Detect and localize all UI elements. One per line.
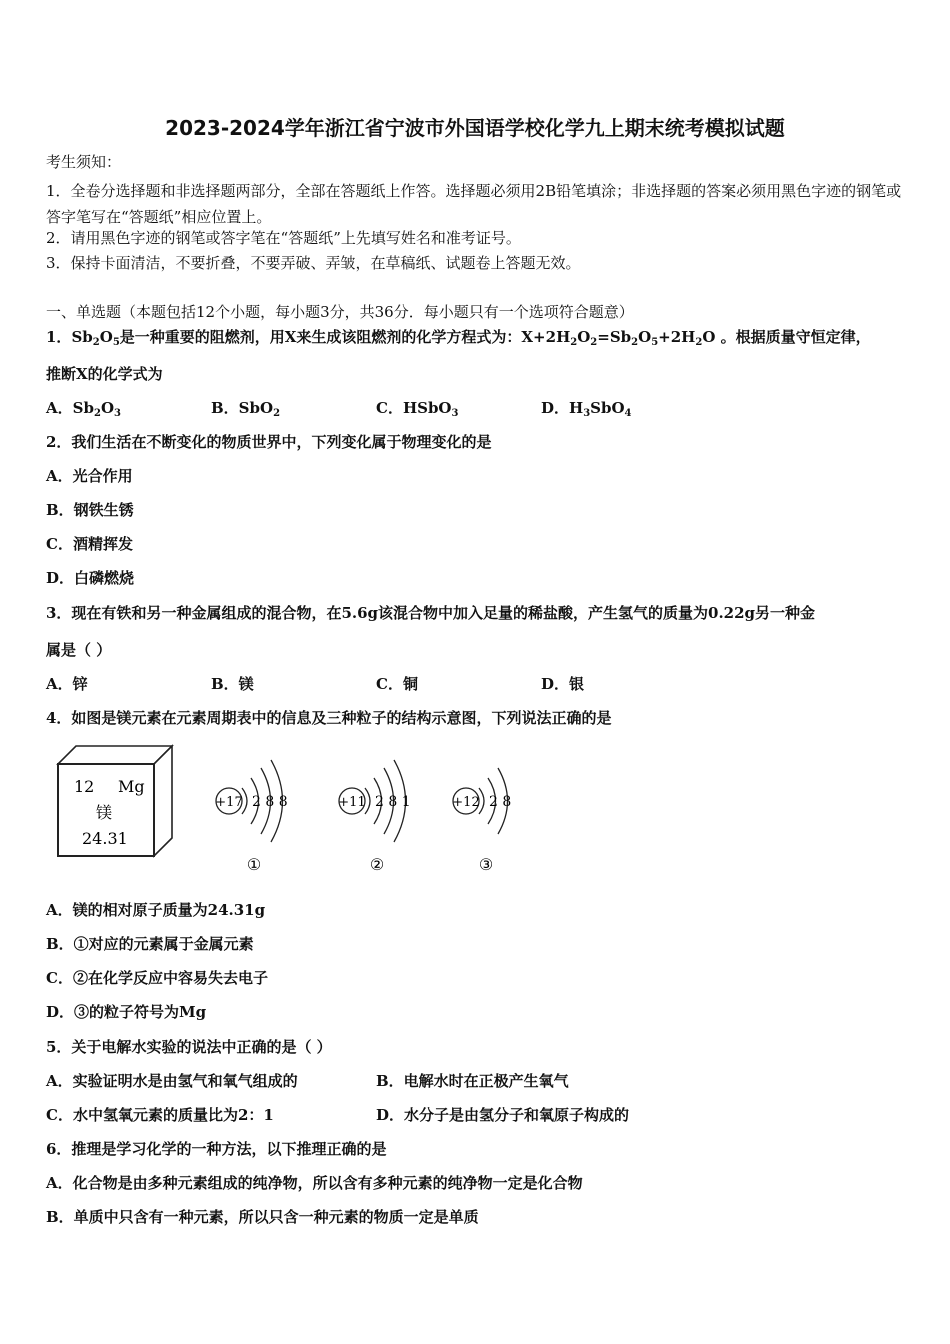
q4-stem: 4．如图是镁元素在元素周期表中的信息及三种粒子的结构示意图，下列说法正确的是 xyxy=(46,709,612,727)
q3-option-a: A．锌 xyxy=(46,675,88,693)
q6-option-a: A．化合物是由多种元素组成的纯净物，所以含有多种元素的纯净物一定是化合物 xyxy=(46,1174,583,1192)
q4-option-a: A．镁的相对原子质量为24.31g xyxy=(46,901,266,919)
particle-1-shells: 2 8 8 xyxy=(252,794,288,810)
q4-option-c: C．②在化学反应中容易失去电子 xyxy=(46,969,268,987)
q5-option-b: B．电解水时在正极产生氧气 xyxy=(376,1072,569,1090)
q1-option-a: A．$Sb_2O_3$ xyxy=(46,399,121,419)
q2-option-d: D．白磷燃烧 xyxy=(46,569,135,587)
q5-option-a: A．实验证明水是由氢气和氧气组成的 xyxy=(46,1072,298,1090)
q4-option-d: D．③的粒子符号为Mg xyxy=(46,1003,207,1021)
particle-3-shells: 2 8 xyxy=(489,794,512,810)
q1-option-d: D．$H_3SbO_4$ xyxy=(541,399,632,419)
q2-option-b: B．钢铁生锈 xyxy=(46,501,134,519)
q3-option-d: D．银 xyxy=(541,675,585,693)
particle-1-nucleus: +17 xyxy=(215,795,243,810)
q1-option-c: C．HSbO$_3$ xyxy=(376,399,459,419)
q2-option-a: A．光合作用 xyxy=(46,467,133,485)
q6-option-b: B．单质中只含有一种元素，所以只含一种元素的物质一定是单质 xyxy=(46,1208,479,1226)
q3-option-b: B．镁 xyxy=(211,675,254,693)
notice-item-1: 1．全卷分选择题和非选择题两部分，全部在答题纸上作答。选择题必须用2B铅笔填涂；非选择题的答案必须用黑色字迹的钢笔或答字笔写在“答题纸”相应位置上。 xyxy=(46,182,902,226)
q5-stem: 5．关于电解水实验的说法中正确的是（ ） xyxy=(46,1038,332,1056)
notice-item-2: 2．请用黑色字迹的钢笔或答字笔在“答题纸”上先填写姓名和准考证号。 xyxy=(46,229,521,247)
section-heading: 一、单选题（本题包括12个小题，每小题3分，共36分．每小题只有一个选项符合题意） xyxy=(46,303,634,321)
q4-figure xyxy=(46,738,566,878)
particle-1-diagram xyxy=(215,760,287,874)
atomic-number: 12 xyxy=(74,777,95,796)
particle-3-label: ③ xyxy=(478,855,494,874)
particle-2-diagram xyxy=(338,760,410,874)
element-card xyxy=(58,746,172,856)
q1-option-b: B．SbO$_2$ xyxy=(211,399,281,419)
page-title: 2023-2024学年浙江省宁波市外国语学校化学九上期末统考模拟试题 xyxy=(165,116,785,140)
q1-stem-line1: 1．$Sb_2O_5$是一种重要的阻燃剂，用X来生成该阻燃剂的化学方程式为：$X+2H_2O_2=Sb_2O_5+2H_2O$ 。根据质量守恒定律， xyxy=(46,328,871,348)
q3-stem-line2: 属是（ ） xyxy=(46,641,112,659)
q3-stem-line1: 3．现在有铁和另一种金属组成的混合物，在5.6g该混合物中加入足量的稀盐酸，产生氢气的质量为0.22g另一种金 xyxy=(46,604,816,622)
particle-2-shells: 2 8 1 xyxy=(375,794,411,810)
q3-option-c: C．铜 xyxy=(376,675,418,693)
atomic-mass: 24.31 xyxy=(82,829,128,848)
q2-stem: 2．我们生活在不断变化的物质世界中，下列变化属于物理变化的是 xyxy=(46,433,492,451)
element-symbol: Mg xyxy=(118,777,145,796)
q4-option-b: B．①对应的元素属于金属元素 xyxy=(46,935,254,953)
element-name: 镁 xyxy=(96,803,113,822)
q6-stem: 6．推理是学习化学的一种方法，以下推理正确的是 xyxy=(46,1140,387,1158)
particle-2-nucleus: +11 xyxy=(338,795,366,810)
notice-item-3: 3．保持卡面清洁，不要折叠，不要弄破、弄皱，在草稿纸、试题卷上答题无效。 xyxy=(46,254,581,272)
q1-stem-line2: 推断X的化学式为 xyxy=(46,365,163,383)
notice-heading: 考生须知： xyxy=(46,153,122,171)
q2-option-c: C．酒精挥发 xyxy=(46,535,133,553)
particle-1-label: ① xyxy=(246,855,262,874)
q5-option-c: C．水中氢氧元素的质量比为2：1 xyxy=(46,1106,274,1124)
q5-option-d: D．水分子是由氢分子和氧原子构成的 xyxy=(376,1106,630,1124)
particle-3-diagram xyxy=(452,768,511,874)
particle-3-nucleus: +12 xyxy=(452,795,480,810)
particle-2-label: ② xyxy=(369,855,385,874)
